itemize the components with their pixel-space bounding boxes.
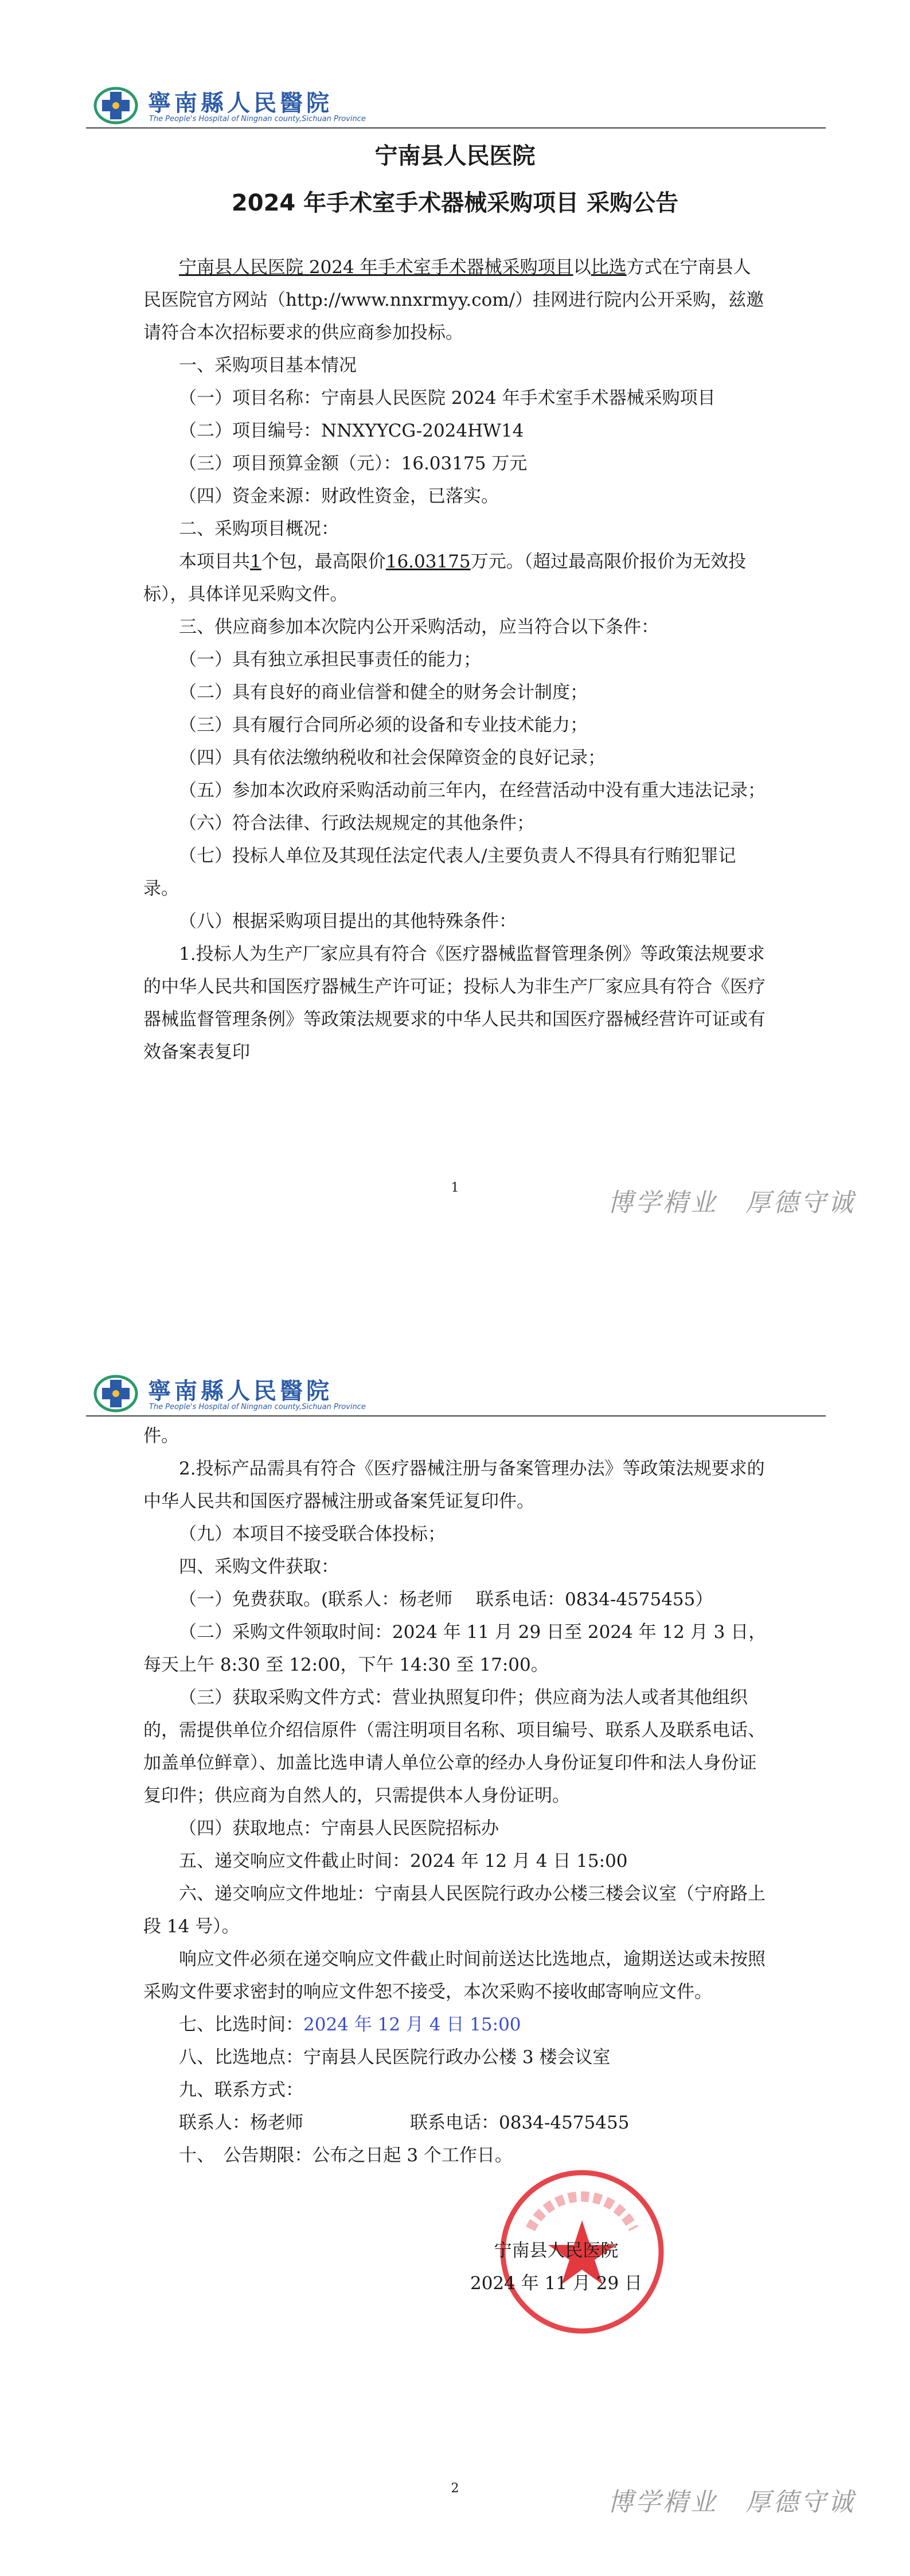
obtain-time: （二）采购文件领取时间：2024 年 11 月 29 日至 2024 年 12 月 3 日，每天上午 8:30 至 12:00，下午 14:30 至 17:00。 xyxy=(143,1622,767,1675)
section-3-heading: 三、供应商参加本次院内公开采购活动，应当符合以下条件： xyxy=(179,617,659,637)
section-2-heading: 二、采购项目概况： xyxy=(179,519,339,539)
condition-2: （二）具有良好的商业信誉和健全的财务会计制度； xyxy=(179,682,588,703)
logo-hospital-name-en: The People's Hospital of Ningnan county,Sichuan Province xyxy=(149,115,366,123)
logo-hospital-name: 寧南縣人民醫院 xyxy=(148,90,333,116)
logo-hospital-name-en: The People's Hospital of Ningnan county,Sichuan Province xyxy=(149,1403,366,1411)
section-5-deadline: 五、递交响应文件截止时间：2024 年 12 月 4 日 15:00 xyxy=(179,1851,628,1871)
logo-hospital-name: 寧南縣人民醫院 xyxy=(148,1378,333,1404)
hospital-logo-icon xyxy=(93,81,139,127)
item-project-number: （二）项目编号：NNXYYCG-2024HW14 xyxy=(179,421,524,441)
condition-8-2: 2.投标产品需具有符合《医疗器械注册与备案管理办法》等政策法规要求的中华人民共和国医疗器械注册或备案凭证复印件。 xyxy=(143,1458,765,1512)
condition-4: （四）具有依法缴纳税收和社会保障资金的良好记录； xyxy=(179,748,606,768)
body-page-1 xyxy=(143,251,768,1069)
condition-3: （三）具有履行合同所必须的设备和专业技术能力； xyxy=(179,715,588,736)
section-4-heading: 四、采购文件获取： xyxy=(179,1557,339,1577)
condition-1: （一）具有独立承担民事责任的能力； xyxy=(179,649,481,670)
condition-8: （八）根据采购项目提出的其他特殊条件： xyxy=(179,911,517,932)
header-rule xyxy=(86,1415,826,1417)
page-number: 1 xyxy=(451,1181,459,1195)
section-8-selection-location: 八、比选地点：宁南县人民医院行政办公楼 3 楼会议室 xyxy=(179,2047,611,2068)
section-9-contact-heading: 九、联系方式： xyxy=(179,2080,303,2100)
continued-text: 件。 xyxy=(143,1426,179,1446)
contact-details: 联系人：杨老师 联系电话：0834-4575455 xyxy=(179,2112,630,2133)
signature-block xyxy=(442,2235,671,2300)
submission-note: 响应文件必须在递交响应文件截止时间前送达比选地点，逾期送达或未按照采购文件要求密封的响应文件恕不接受，本次采购不接收邮寄响应文件。 xyxy=(143,1949,766,2002)
hospital-motto: 博学精业 厚德守诚 xyxy=(608,1188,856,1217)
section-7-selection-time: 七、比选时间：2024 年 12 月 4 日 15:00 xyxy=(179,2014,521,2035)
page-number: 2 xyxy=(451,2481,459,2496)
page-2 xyxy=(0,1288,910,2576)
condition-6: （六）符合法律、行政法规规定的其他条件； xyxy=(179,813,534,834)
signing-organization: 宁南县人民医院 xyxy=(494,2240,619,2261)
item-project-name: （一）项目名称：宁南县人民医院 2024 年手术室手术器械采购项目 xyxy=(179,388,716,408)
hospital-logo-icon xyxy=(93,1369,139,1415)
condition-5: （五）参加本次政府采购活动前三年内，在经营活动中没有重大违法记录； xyxy=(179,780,766,801)
section-10-period: 十、 公告期限：公布之日起 3 个工作日。 xyxy=(179,2145,513,2166)
letterhead xyxy=(86,1361,831,1419)
letterhead xyxy=(86,73,831,131)
body-page-2 xyxy=(143,1420,768,2172)
item-funding-source: （四）资金来源：财政性资金，已落实。 xyxy=(179,486,499,507)
title-hospital: 宁南县人民医院 xyxy=(374,143,536,169)
section-1-heading: 一、采购项目基本情况 xyxy=(179,355,357,376)
project-overview: 本项目共1个包，最高限价16.03175万元。（超过最高限价报价为无效投标），具体详见采购文件。 xyxy=(143,551,747,605)
item-project-budget: （三）项目预算金额（元）：16.03175 万元 xyxy=(179,453,528,474)
condition-7: （七）投标人单位及其现任法定代表人/主要负责人不得具有行贿犯罪记录。 xyxy=(143,846,736,899)
obtain-method: （三）获取采购文件方式：营业执照复印件；供应商为法人或者其他组织的，需提供单位介绍信原件（需注明项目名称、项目编号、联系人及联系电话、加盖单位鲜章）、加盖比选申请人单位公章的经办人身份证复印件和法人身份证复印件；供应商为自然人的，只需提供本人身份证明。 xyxy=(143,1687,766,1806)
signing-date: 2024 年 11 月 29 日 xyxy=(470,2273,643,2294)
hospital-motto: 博学精业 厚德守诚 xyxy=(608,2488,856,2517)
obtain-location: （四）获取地点：宁南县人民医院招标办 xyxy=(179,1818,499,1839)
header-rule xyxy=(86,127,826,129)
obtain-free: （一）免费获取。(联系人：杨老师 联系电话：0834-4575455） xyxy=(179,1589,713,1610)
intro-paragraph: 宁南县人民医院 2024 年手术室手术器械采购项目以比选方式在宁南县人民医院官方网站（http://www.nnxrmyy.com/）挂网进行院内公开采购，兹邀请符合本次招标要求的供应商参加投标。 xyxy=(143,257,764,343)
title-announcement: 2024 年手术室手术器械采购项目 采购公告 xyxy=(231,190,679,216)
section-6-address: 六、递交响应文件地址：宁南县人民医院行政办公楼三楼会议室（宁府路上段 14 号）。 xyxy=(143,1884,766,1937)
condition-9: （九）本项目不接受联合体投标； xyxy=(179,1524,446,1544)
condition-8-1: 1.投标人为生产厂家应具有符合《医疗器械监督管理条例》等政策法规要求的中华人民共和国医疗器械生产许可证；投标人为非生产厂家应具有符合《医疗器械监督管理条例》等政策法规要求的中华人民共和国医疗器械经营许可证或有效备案表复印 xyxy=(143,944,766,1063)
